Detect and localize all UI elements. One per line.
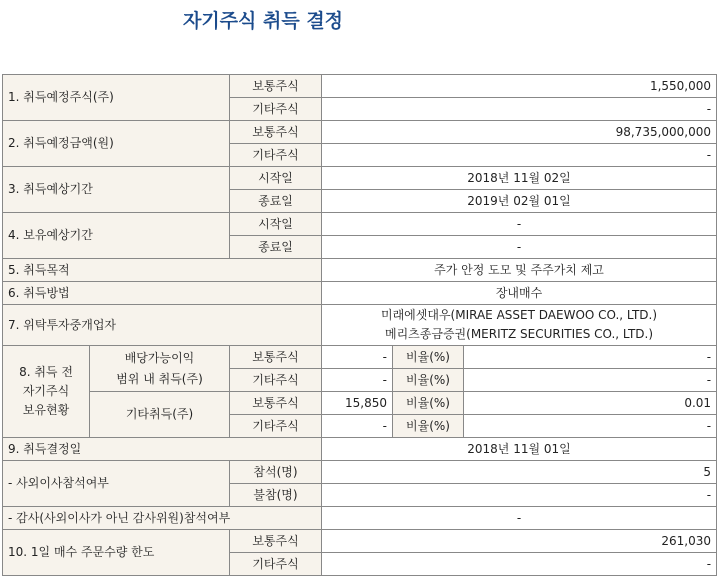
value-etc-common-ratio: 0.01 [464, 392, 717, 415]
value-etc-other-ratio: - [464, 415, 717, 438]
value-div-other-qty: - [322, 369, 393, 392]
value-daily-common: 261,030 [322, 530, 717, 553]
label-start: 시작일 [230, 213, 322, 236]
table-row [3, 507, 717, 530]
value-div-common-qty: - [322, 346, 393, 369]
page-title: 자기주식 취득 결정 [182, 10, 344, 32]
label-other: 기타주식 [230, 415, 322, 438]
table-row [3, 213, 717, 236]
row-label-auditor: - 감사(사외이사가 아닌 감사위원)참석여부 [3, 507, 322, 530]
row-label-hold: 4. 보유예상기간 [3, 213, 230, 259]
table-row [3, 392, 717, 415]
label-ratio: 비율(%) [393, 415, 464, 438]
label-ratio: 비율(%) [393, 369, 464, 392]
label-end: 종료일 [230, 190, 322, 213]
row-label-amount: 2. 취득예정금액(원) [3, 121, 230, 167]
label-end: 종료일 [230, 236, 322, 259]
value-div-other-ratio: - [464, 369, 717, 392]
table-row [3, 530, 717, 553]
value-hold-start: - [322, 213, 717, 236]
broker-line-2: 메리츠종금증권(MERITZ SECURITIES CO., LTD.) [385, 327, 654, 341]
prior-label-line-3: 보유현황 [22, 403, 70, 417]
value-auditor: - [322, 507, 717, 530]
row-label-outside: - 사외이사참석여부 [3, 461, 230, 507]
label-other: 기타주식 [230, 553, 322, 576]
value-broker [322, 305, 717, 346]
value-daily-other: - [322, 553, 717, 576]
label-other: 기타주식 [230, 144, 322, 167]
row-label-prior [3, 346, 90, 438]
value-purpose: 주가 안정 도모 및 주주가치 제고 [322, 259, 717, 282]
label-other: 기타주식 [230, 369, 322, 392]
table-row [3, 346, 717, 369]
table-row [3, 75, 717, 98]
value-etc-common-qty: 15,850 [322, 392, 393, 415]
row-label-period: 3. 취득예상기간 [3, 167, 230, 213]
table-row [3, 282, 717, 305]
label-common: 보통주식 [230, 346, 322, 369]
label-common: 보통주식 [230, 75, 322, 98]
label-common: 보통주식 [230, 121, 322, 144]
table-row [3, 167, 717, 190]
row-label-decision: 9. 취득결정일 [3, 438, 322, 461]
value-shares-common: 1,550,000 [322, 75, 717, 98]
dividend-label-line-1: 배당가능이익 [124, 350, 195, 365]
prior-dividend-label [90, 346, 230, 392]
label-other: 기타주식 [230, 98, 322, 121]
label-absent: 불참(명) [230, 484, 322, 507]
prior-label-line-2: 자기주식 [22, 384, 70, 398]
dividend-label-line-2: 범위 내 취득(주) [116, 371, 203, 386]
disclosure-table [2, 74, 717, 576]
value-period-start: 2018년 11월 02일 [322, 167, 717, 190]
value-outside-present: 5 [322, 461, 717, 484]
table-row [3, 461, 717, 484]
row-label-method: 6. 취득방법 [3, 282, 322, 305]
table-row [3, 305, 717, 346]
value-amount-other: - [322, 144, 717, 167]
table-row [3, 121, 717, 144]
value-period-end: 2019년 02월 01일 [322, 190, 717, 213]
value-shares-other: - [322, 98, 717, 121]
label-ratio: 비율(%) [393, 392, 464, 415]
label-ratio: 비율(%) [393, 346, 464, 369]
label-start: 시작일 [230, 167, 322, 190]
value-etc-other-qty: - [322, 415, 393, 438]
table-row [3, 259, 717, 282]
value-div-common-ratio: - [464, 346, 717, 369]
label-common: 보통주식 [230, 392, 322, 415]
value-decision: 2018년 11월 01일 [322, 438, 717, 461]
table-row [3, 438, 717, 461]
broker-line-1: 미래에셋대우(MIRAE ASSET DAEWOO CO., LTD.) [381, 308, 658, 322]
prior-label-line-1: 8. 취득 전 [19, 365, 73, 379]
label-present: 참석(명) [230, 461, 322, 484]
value-outside-absent: - [322, 484, 717, 507]
value-amount-common: 98,735,000,000 [322, 121, 717, 144]
label-common: 보통주식 [230, 530, 322, 553]
value-method: 장내매수 [322, 282, 717, 305]
row-label-daily: 10. 1일 매수 주문수량 한도 [3, 530, 230, 576]
prior-etc-label: 기타취득(주) [90, 392, 230, 438]
value-hold-end: - [322, 236, 717, 259]
row-label-shares: 1. 취득예정주식(주) [3, 75, 230, 121]
row-label-purpose: 5. 취득목적 [3, 259, 322, 282]
row-label-broker: 7. 위탁투자중개업자 [3, 305, 322, 346]
